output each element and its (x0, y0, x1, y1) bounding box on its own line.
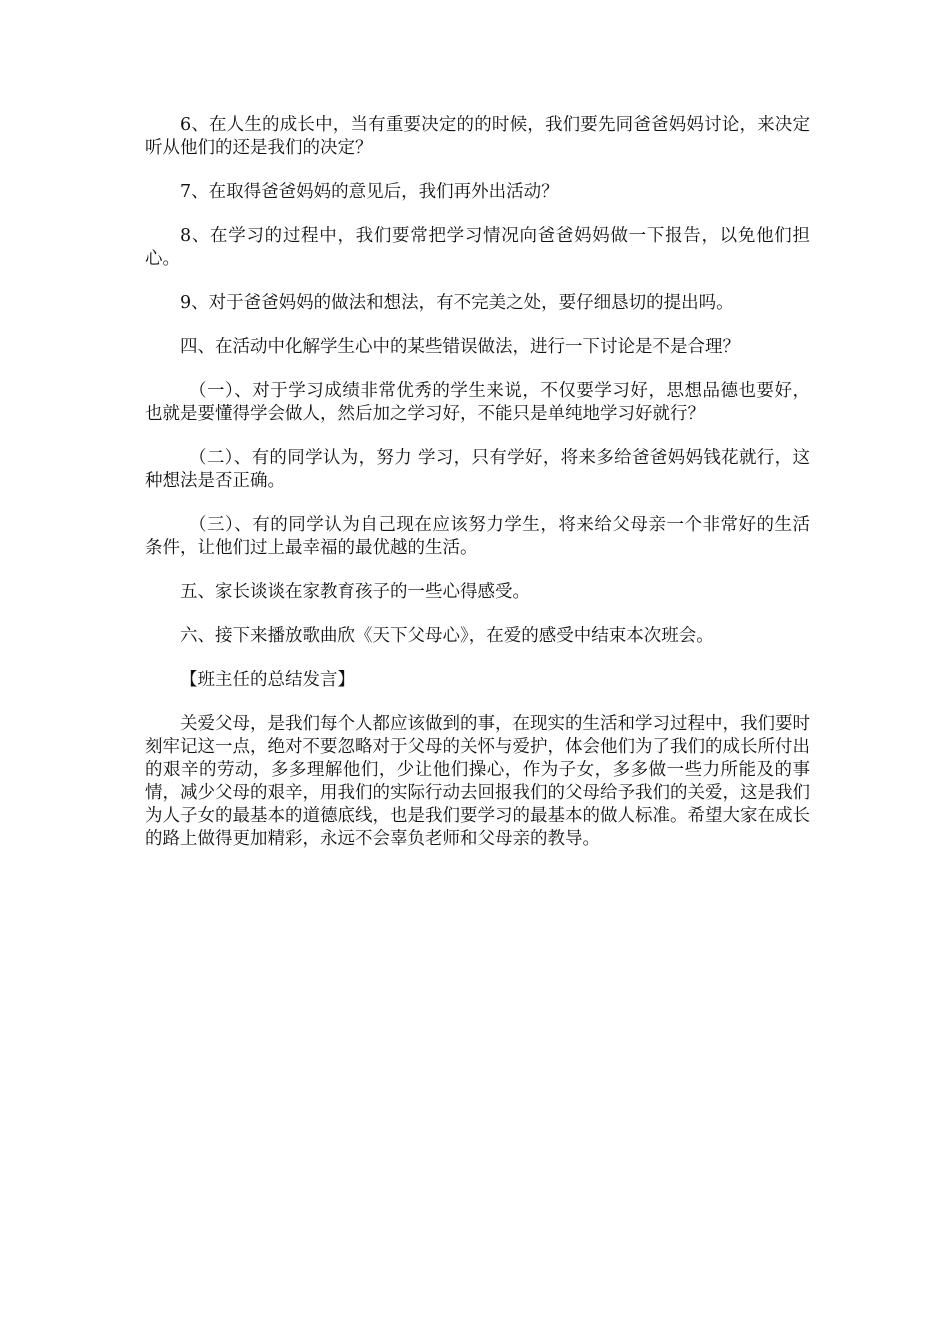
paragraph-item-7: 7、在取得爸爸妈妈的意见后，我们再外出活动？ (180, 182, 559, 202)
discussion-point-1: （一）、对于学习成绩非常优秀的学生来说，不仅要学习好，思想品德也要好，也就是要懂得学会做人，然后加之学习好，不能只是单纯地学习好就行？ (145, 381, 810, 424)
paragraph-item-8: 8、在学习的过程中，我们要常把学习情况向爸爸妈妈做一下报告，以免他们担心。 (145, 226, 810, 269)
document-body (145, 114, 810, 872)
section-five-heading: 五、家长谈谈在家教育孩子的一些心得感受。 (180, 582, 530, 602)
section-four-heading: 四、在活动中化解学生心中的某些错误做法，进行一下讨论是不是合理？ (180, 337, 740, 357)
discussion-point-3: （三）、有的同学认为自己现在应该努力学生，将来给父母亲一个非常好的生活条件，让他们过上最幸福的最优越的生活。 (145, 515, 810, 558)
section-six-heading: 六、接下来播放歌曲欣《天下父母心》，在爱的感受中结束本次班会。 (180, 626, 714, 646)
discussion-point-2: （二）、有的同学认为，努力 学习，只有学好，将来多给爸爸妈妈钱花就行，这种想法是否正确。 (145, 448, 810, 491)
summary-paragraph: 关爱父母，是我们每个人都应该做到的事，在现实的生活和学习过程中，我们要时刻牢记这一点，绝对不要忽略对于父母的关怀与爱护，体会他们为了我们的成长所付出的艰辛的劳动，多多理解他们，少让他们操心，作为子女，多多做一些力所能及的事情，减少父母的艰辛，用我们的实际行动去回报我们的父母给予我们的关爱，这是我们为人子女的最基本的道德底线，也是我们要学习的最基本的做人标准。希望大家在成长的路上做得更加精彩，永远不会辜负老师和父母亲的教导。 (145, 714, 810, 849)
paragraph-item-9: 9、对于爸爸妈妈的做法和想法，有不完美之处，要仔细恳切的提出吗。 (180, 293, 734, 313)
summary-heading: 【班主任的总结发言】 (180, 670, 355, 690)
paragraph-item-6: 6、在人生的成长中，当有重要决定的的时候，我们要先同爸爸妈妈讨论，来决定听从他们的还是我们的决定？ (145, 115, 810, 158)
